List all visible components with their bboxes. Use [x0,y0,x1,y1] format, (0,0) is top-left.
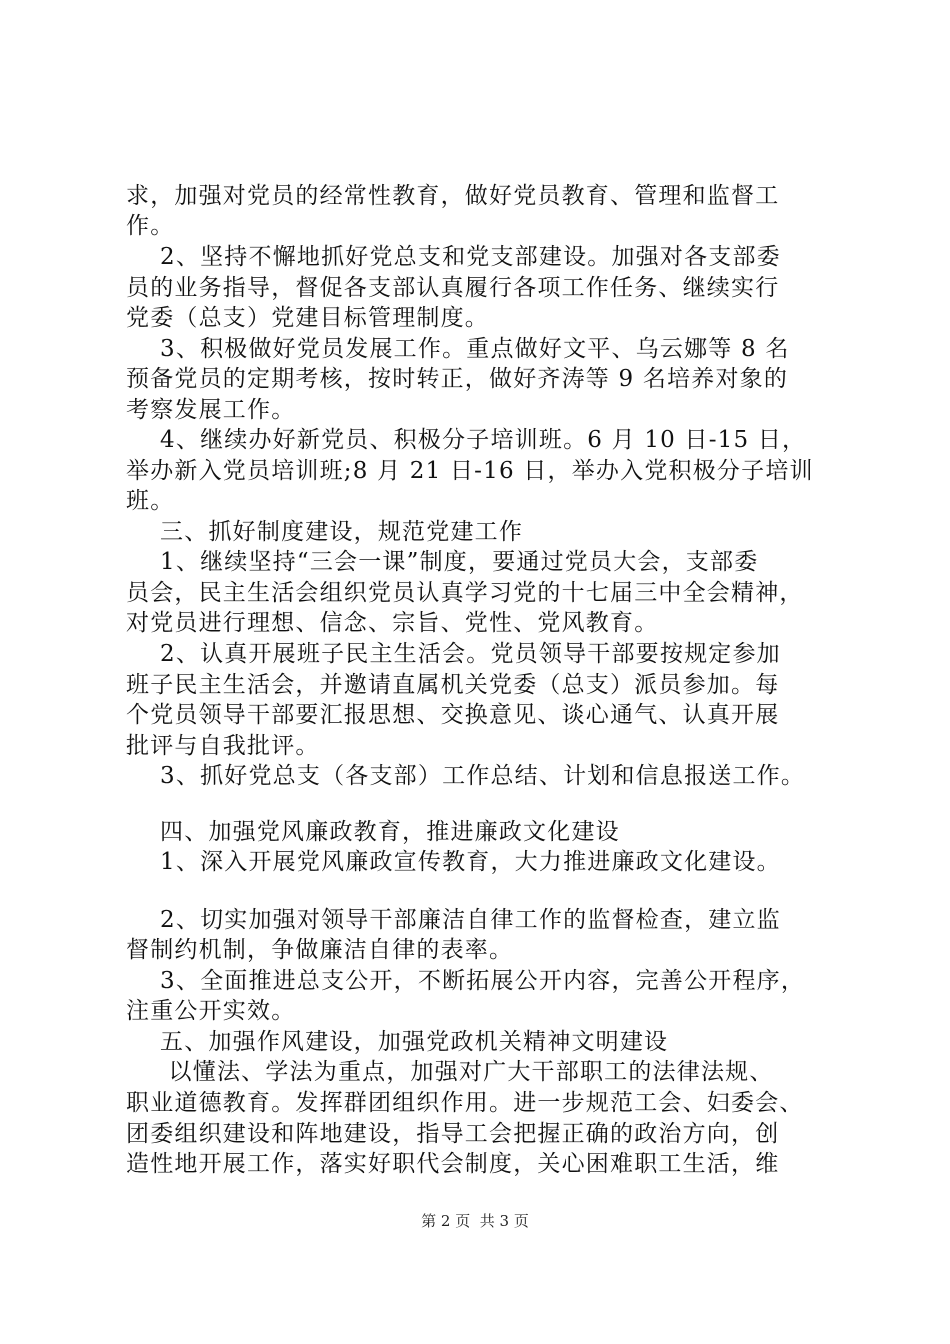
text-line: 个党员领导干部要汇报思想、交换意见、谈心通气、认真开展 [126,702,780,728]
page-number-footer: 第 2 页 共 3 页 [421,1212,529,1230]
text-line: 以懂法、学法为重点，加强对广大干部职工的法律法规、 [126,1059,774,1085]
text-line: 督制约机制，争做廉洁自律的表率。 [126,937,514,963]
text-line: 1、继续坚持“三会一课”制度，要通过党员大会，支部委 [126,549,759,575]
text-line: 班。 [126,488,175,514]
text-line: 职业道德教育。发挥群团组织作用。进一步规范工会、妇委会、 [126,1090,804,1116]
section-heading: 五、加强作风建设，加强党政机关精神文明建设 [126,1029,669,1055]
text-line: 1、深入开展党风廉政宣传教育，大力推进廉政文化建设。 [126,849,781,875]
text-line: 批评与自我批评。 [126,733,320,759]
text-line: 2、认真开展班子民主生活会。党员领导干部要按规定参加 [126,641,781,667]
text-line: 考察发展工作。 [126,397,296,423]
text-line: 对党员进行理想、信念、宗旨、党性、党风教育。 [126,610,659,636]
text-line: 团委组织建设和阵地建设，指导工会把握正确的政治方向，创 [126,1121,780,1147]
text-line: 举办新入党员培训班;8 月 21 日-16 日，举办入党积极分子培训 [126,458,814,484]
text-line: 造性地开展工作，落实好职代会制度，关心困难职工生活，维 [126,1151,780,1177]
text-line: 班子民主生活会，并邀请直属机关党委（总支）派员参加。每 [126,672,780,698]
text-line: 4、继续办好新党员、积极分子培训班。6 月 10 日-15 日， [126,427,807,453]
text-line: 3、积极做好党员发展工作。重点做好文平、乌云娜等 8 名 [126,336,790,362]
text-line: 2、坚持不懈地抓好党总支和党支部建设。加强对各支部委 [126,244,781,270]
text-line: 党委（总支）党建目标管理制度。 [126,305,489,331]
text-line: 求，加强对党员的经常性教育，做好党员教育、管理和监督工 [126,183,780,209]
text-line: 3、抓好党总支（各支部）工作总结、计划和信息报送工作。 [126,763,806,789]
section-heading: 三、抓好制度建设，规范党建工作 [126,519,524,545]
text-line: 员会，民主生活会组织党员认真学习党的十七届三中全会精神， [126,580,804,606]
text-line: 预备党员的定期考核，按时转正，做好齐涛等 9 名培养对象的 [126,366,789,392]
text-line: 3、全面推进总支公开，不断拓展公开内容，完善公开程序， [126,968,806,994]
text-line: 注重公开实效。 [126,998,296,1024]
text-line: 2、切实加强对领导干部廉洁自律工作的监督检查，建立监 [126,907,781,933]
section-heading: 四、加强党风廉政教育，推进廉政文化建设 [126,819,620,845]
text-line: 作。 [126,213,175,239]
text-line: 员的业务指导，督促各支部认真履行各项工作任务、继续实行 [126,275,780,301]
